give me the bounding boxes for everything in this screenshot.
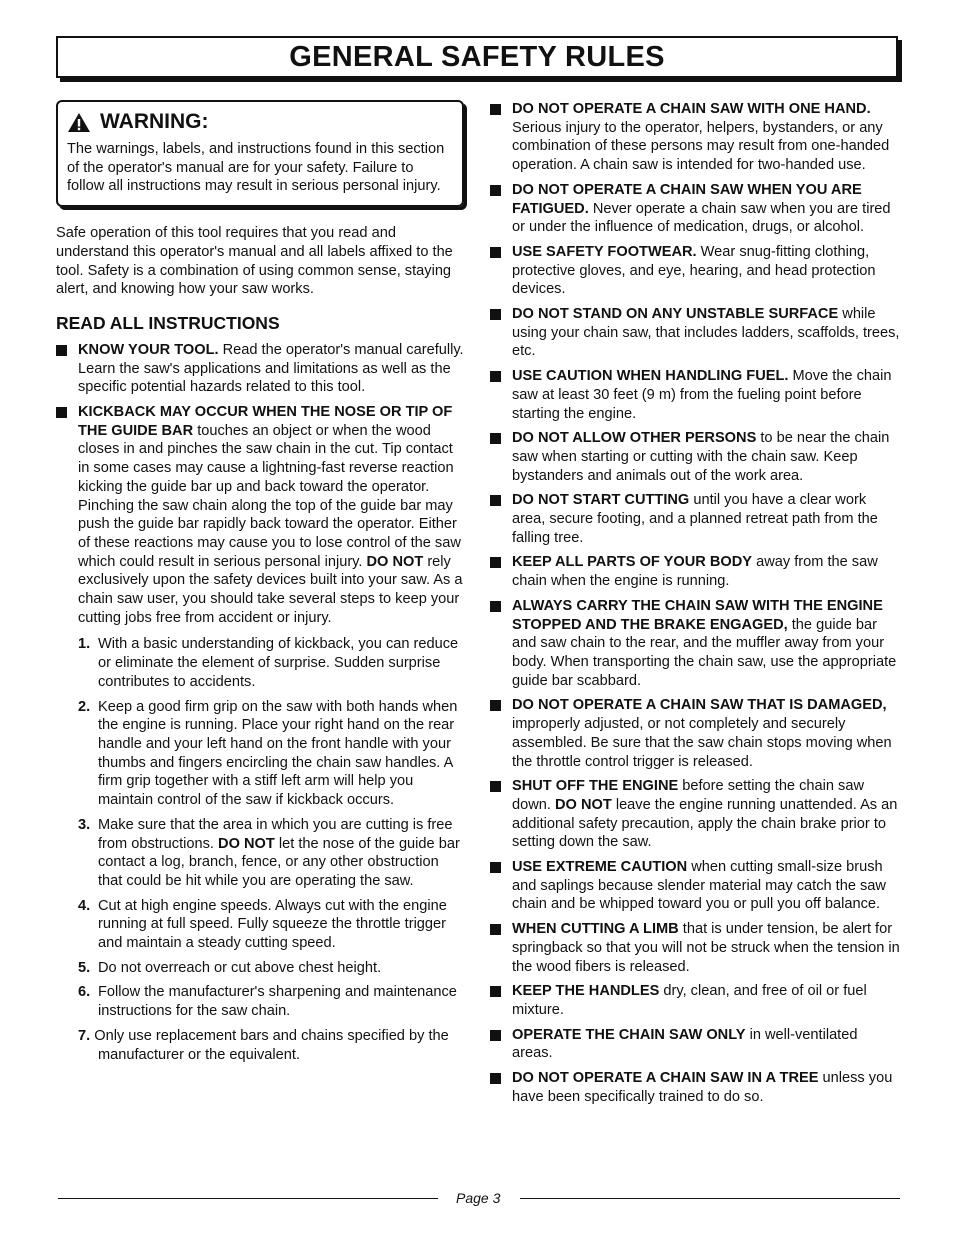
rule-text: the guide bar and saw chain to the rear, and the muffler away from your body. When transporting the chain saw, use the appropriate guide bar scabbard. [512, 616, 897, 689]
rule-bold: DO NOT OPERATE A CHAIN SAW WITH ONE HAND. [512, 101, 871, 117]
list-item [490, 1069, 900, 1106]
rule-bold: USE EXTREME CAUTION [512, 859, 688, 876]
step-text: Only use replacement bars and chains specified by the manufacturer or the equivalent. [90, 1027, 449, 1063]
bullet-square-icon [490, 557, 501, 568]
bullet-square-icon [490, 601, 501, 612]
list-item [490, 491, 900, 547]
bullet-square-icon [490, 700, 501, 711]
rule-text: Never operate a chain saw when you are tired or under the influence of medication, drugs, or alcohol. [512, 200, 891, 236]
rule-text: Serious injury to the operator, helpers, bystanders, or any combination of these persons may result from one-handed operation. A chain saw is intended for two-handed use. [512, 119, 890, 174]
list-item [490, 181, 900, 237]
rule-bold: KNOW YOUR TOOL. [78, 341, 219, 358]
bullet-square-icon [490, 309, 501, 320]
list-item [490, 920, 900, 976]
warning-text: The warnings, labels, and instructions found in this section of the operator's manual are for your safety. Failure to follow all instructions may result in serious personal injury. [67, 141, 445, 195]
rule-bold: DO NOT [555, 796, 612, 813]
list-item [78, 635, 464, 691]
list-item [490, 597, 900, 691]
list-item [490, 858, 900, 914]
step-number: 4. [78, 897, 91, 914]
bullet-square-icon [490, 495, 501, 506]
bullet-square-icon [56, 345, 67, 356]
left-column [56, 100, 464, 1070]
step-number: 1. [78, 636, 91, 653]
list-item [490, 1026, 900, 1063]
step-text: Follow the manufacturer's sharpening and maintenance instructions for the saw chain. [98, 984, 457, 1020]
step-number: 6. [78, 984, 91, 1001]
bullet-square-icon [490, 433, 501, 444]
bullet-square-icon [56, 407, 67, 418]
list-item [78, 983, 464, 1020]
list-item [490, 243, 900, 299]
rule-text: while using your chain saw, that includes ladders, scaffolds, trees, etc. [512, 306, 900, 360]
list-item [490, 429, 900, 485]
rule-text: rely exclusively upon the safety devices built into your saw. As a chain saw user, you should take several steps to keep your cutting jobs free from accident or injury. [78, 553, 463, 626]
rule-bold: KEEP ALL PARTS OF YOUR BODY [512, 554, 753, 571]
list-item [490, 982, 900, 1019]
bullet-square-icon [490, 185, 501, 196]
page-title: GENERAL SAFETY RULES [289, 41, 665, 73]
list-item [78, 816, 464, 891]
rule-text: when cutting small-size brush and saplings because slender material may catch the saw chain and be whipped toward you or pull you off balance. [512, 859, 886, 913]
list-item [56, 403, 464, 1064]
right-rule-list [490, 100, 900, 1106]
rule-text: in well-ventilated areas. [512, 1026, 858, 1062]
list-item [490, 777, 900, 852]
right-column [490, 100, 900, 1112]
step-number: 5. [78, 959, 91, 976]
list-item [490, 696, 900, 771]
rule-bold: DO NOT OPERATE A CHAIN SAW WHEN YOU ARE FATIGUED. [512, 181, 862, 217]
rule-bold: DO NOT STAND ON ANY UNSTABLE SURFACE [512, 306, 839, 323]
rule-bold: WHEN CUTTING A LIMB [512, 921, 679, 938]
rule-bold: DO NOT [366, 553, 424, 570]
rule-text: that is under tension, be alert for springback so that you will not be struck when the tension in the wood fibers is released. [512, 921, 900, 975]
list-item [56, 341, 464, 397]
step-text: With a basic understanding of kickback, you can reduce or eliminate the element of surprise. Sudden surprise contributes to accidents. [98, 636, 459, 690]
step-number: 2. [78, 698, 91, 715]
intro-paragraph: Safe operation of this tool requires that you read and understand this operator's manual and all labels affixed to the tool. Safety is a combination of using common sense, staying alert, and knowing how your saw works. [56, 225, 453, 298]
warning-heading-row [67, 110, 452, 134]
list-item [78, 1027, 464, 1064]
rule-text: before setting the chain saw down. [512, 778, 864, 813]
list-item [490, 367, 900, 423]
rule-text: away from the saw chain when the engine is running. [512, 554, 878, 590]
warning-triangle-icon [67, 112, 91, 133]
rule-text: leave the engine running unattended. As an additional safety precaution, apply the chain brake prior to setting down the saw. [512, 796, 898, 851]
rule-text: to be near the chain saw when starting or cutting with the chain saw. Keep bystanders and animals out of the work area. [512, 430, 890, 484]
bullet-square-icon [490, 371, 501, 382]
rule-text: unless you have been specifically trained to do so. [512, 1070, 893, 1105]
rule-text: until you have a clear work area, secure footing, and a planned retreat path from the falling tree. [512, 492, 878, 546]
rule-bold: OPERATE THE CHAIN SAW ONLY [512, 1026, 746, 1043]
list-item [490, 553, 900, 590]
bullet-square-icon [490, 247, 501, 258]
rule-text: touches an object or when the wood closes in and pinches the saw chain in the cut. Tip contact in some cases may cause a lightning-fast reverse reaction kicking the guide bar up and back toward the operator. Pinching the saw chain along the top of the guide bar may push the guide bar rapidly back toward the operator. Either of these reactions may cause you to lose control of the saw which could result in serious personal injury. [78, 422, 461, 570]
bullet-square-icon [490, 781, 501, 792]
rule-bold: ALWAYS CARRY THE CHAIN SAW WITH THE ENGINE STOPPED AND THE BRAKE ENGAGED, [512, 597, 883, 633]
rule-text: dry, clean, and free of oil or fuel mixture. [512, 983, 867, 1018]
bullet-square-icon [490, 862, 501, 873]
footer-divider-left [58, 1198, 438, 1199]
step-text: Make sure that the area in which you are cutting is free from obstructions. [98, 816, 453, 852]
rule-bold: SHUT OFF THE ENGINE [512, 778, 679, 795]
warning-heading: WARNING: [100, 110, 209, 133]
step-text: Cut at high engine speeds. Always cut with the engine running at full speed. Fully squeeze the throttle trigger and maintain a steady cutting speed. [98, 897, 447, 952]
bullet-square-icon [490, 924, 501, 935]
bullet-square-icon [490, 1030, 501, 1041]
rule-text: Wear snug-fitting clothing, protective gloves, and eye, hearing, and head protection devices. [512, 243, 876, 298]
rule-bold: KICKBACK MAY OCCUR WHEN THE NOSE OR TIP OF THE GUIDE BAR [78, 404, 453, 439]
rule-bold: KEEP THE HANDLES [512, 983, 660, 1000]
bullet-square-icon [490, 104, 501, 115]
step-text: Keep a good firm grip on the saw with both hands when the engine is running. Place your right hand on the rear handle and your left hand on the front handle with your thumbs and fingers encircling the chain saw handles. A firm grip together with a stiff left arm will help you maintain control of the saw if kickback occurs. [98, 698, 458, 809]
page-number: Page 3 [456, 1190, 501, 1206]
step-text: Do not overreach or cut above chest height. [98, 959, 382, 976]
rule-bold: DO NOT OPERATE A CHAIN SAW THAT IS DAMAGED, [512, 697, 887, 714]
list-item [78, 698, 464, 810]
page-footer [58, 1188, 900, 1208]
list-item [490, 305, 900, 361]
rule-text: Read the operator's manual carefully. Learn the saw's applications and limitations as well as the specific potential hazards related to this tool. [78, 341, 464, 396]
rule-bold: DO NOT START CUTTING [512, 492, 690, 509]
warning-box [56, 100, 464, 207]
rule-bold: USE CAUTION WHEN HANDLING FUEL. [512, 368, 789, 385]
left-rule-list [56, 341, 464, 1064]
title-banner [56, 36, 898, 78]
step-bold: DO NOT [218, 835, 275, 852]
rule-bold: DO NOT OPERATE A CHAIN SAW IN A TREE [512, 1070, 819, 1087]
rule-bold: DO NOT ALLOW OTHER PERSONS [512, 430, 757, 447]
step-number: 3. [78, 816, 91, 833]
bullet-square-icon [490, 1073, 501, 1084]
list-item [490, 100, 900, 175]
step-number: 7. [78, 1027, 91, 1044]
step-text: let the nose of the guide bar contact a log, branch, fence, or any other obstruction that could be hit while you are operating the saw. [98, 835, 460, 889]
section-heading: READ ALL INSTRUCTIONS [56, 312, 280, 333]
kickback-steps [78, 635, 464, 1064]
rule-bold: USE SAFETY FOOTWEAR. [512, 243, 697, 260]
list-item [78, 897, 464, 953]
rule-text: Move the chain saw at least 30 feet (9 m) from the fueling point before starting the engine. [512, 368, 892, 422]
rule-text: improperly adjusted, or not completely and securely assembled. Be sure that the saw chain stops moving when the throttle control trigger is released. [512, 716, 892, 770]
footer-divider-right [520, 1198, 900, 1199]
list-item [78, 959, 464, 978]
bullet-square-icon [490, 986, 501, 997]
